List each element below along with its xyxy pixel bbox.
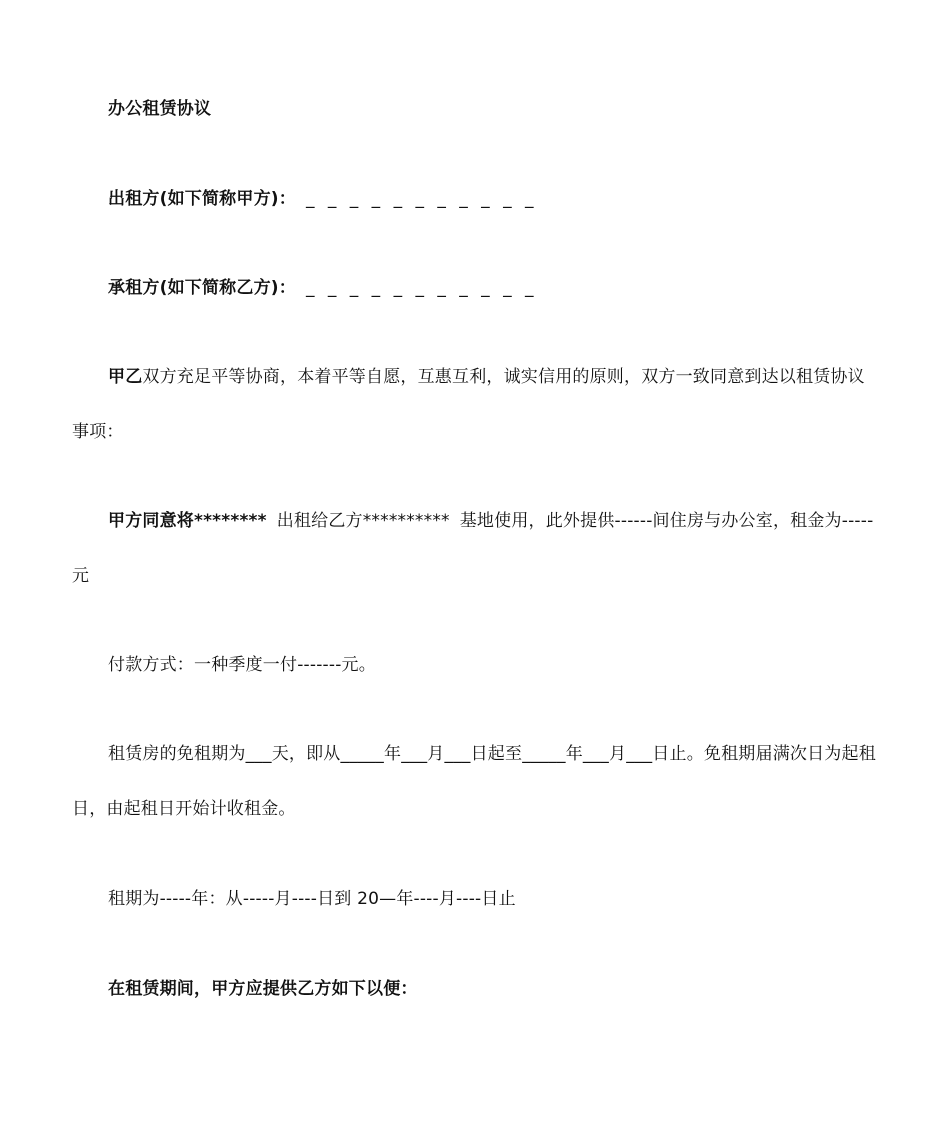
document-title: 办公租赁协议: [108, 99, 212, 119]
lessee-label: 承租方(如下简称乙方)：: [108, 278, 296, 298]
lessor-blank: _ _ _ _ _ _ _ _ _ _ _: [305, 189, 538, 209]
payment-paragraph: 付款方式：一种季度一付-------元。: [108, 655, 376, 675]
free-period-paragraph: 租赁房的免租期为___天，即从_____年___月___日起至_____年___月___日止。免租期届满次日为起租日，由起租日开始计收租金。: [72, 744, 876, 819]
lessee-line: [72, 261, 878, 316]
preamble-paragraph: [72, 350, 878, 460]
rent-clause-paragraph: [72, 494, 878, 604]
lessor-line: [72, 172, 878, 227]
rent-clause-lead: 甲方同意将********: [108, 511, 267, 531]
lessee-blank: _ _ _ _ _ _ _ _ _ _ _: [305, 278, 538, 298]
preamble-text: 双方充足平等协商，本着平等自愿，互惠互利，诚实信用的原则，双方一致同意到达以租赁协议事项：: [72, 367, 865, 442]
rent-clause-text-1: 出租给乙方**********: [276, 511, 450, 531]
lessor-label: 出租方(如下简称甲方)：: [108, 189, 296, 209]
obligations-heading: 在租赁期间，甲方应提供乙方如下以便：: [108, 979, 418, 999]
term-paragraph: 租期为-----年：从-----月----日到 20—年----月----日止: [108, 889, 516, 909]
preamble-lead: 甲乙: [108, 367, 143, 387]
rent-clause-text-2: 基地使用，此外提供------间住房与办公室，租金为-----元: [72, 511, 874, 586]
